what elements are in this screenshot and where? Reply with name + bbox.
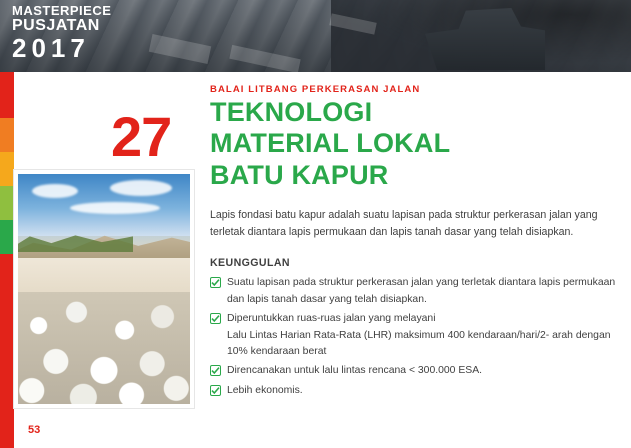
check-icon xyxy=(210,277,221,288)
list-item xyxy=(210,383,618,399)
rail-segment-red xyxy=(0,84,14,118)
cloud-shape xyxy=(32,184,78,198)
rail-segment-amber xyxy=(0,152,14,186)
list-item-label: Diperuntukkan ruas-ruas jalan yang melayani xyxy=(227,313,436,325)
check-icon xyxy=(210,313,221,324)
rail-segment-orange xyxy=(0,118,14,152)
list-item xyxy=(210,275,618,308)
cloud-shape xyxy=(70,202,160,214)
list-item-sublabel: Lalu Lintas Harian Rata-Rata (LHR) maksimum 400 kendaraan/hari/2- arah dengan 10% kendaraan berat xyxy=(227,329,611,357)
slide-number: 27 xyxy=(111,105,172,168)
brand-line-masterpiece: MASTERPIECE xyxy=(12,3,112,18)
page-title-line-2: MATERIAL LOKAL xyxy=(210,128,451,159)
list-item xyxy=(210,363,618,379)
rock-shape xyxy=(149,34,211,64)
page-title-line-3: BATU KAPUR xyxy=(210,159,389,190)
slide-kicker: BALAI LITBANG PERKERASAN JALAN xyxy=(210,84,421,95)
cloud-shape xyxy=(110,180,172,196)
rail-segment-red-top xyxy=(0,72,14,84)
advantages-list xyxy=(210,275,618,399)
brand-year: 2017 xyxy=(12,33,90,63)
brand-block xyxy=(12,4,111,61)
advantages-heading: KEUNGGULAN xyxy=(210,257,290,270)
page-number: 53 xyxy=(28,424,41,436)
check-icon xyxy=(210,385,221,396)
list-item-label: Lebih ekonomis. xyxy=(227,384,303,396)
title-row xyxy=(111,97,618,191)
photo-limestone-rubble xyxy=(18,292,190,404)
limestone-quarry-photo xyxy=(18,174,190,404)
rail-segment-green xyxy=(0,220,14,254)
list-item-label: Direncanakan untuk lalu lintas rencana < 300.000 ESA. xyxy=(227,365,483,377)
list-item-label: Suatu lapisan pada struktur perkerasan jalan yang terletak diantara lapis permukaan dan lapis tanah dasar yang telah disiapkan. xyxy=(227,277,616,305)
side-photo-card xyxy=(14,170,194,408)
page-title-line-1: TEKNOLOGI xyxy=(210,97,373,127)
brand-line-pusjatan: PUSJATAN xyxy=(12,17,100,34)
color-rail xyxy=(0,72,14,448)
rock-shape xyxy=(229,45,300,72)
list-item xyxy=(210,311,618,360)
rail-segment-red-bottom xyxy=(0,254,14,448)
rail-segment-lime xyxy=(0,186,14,220)
description-paragraph: Lapis fondasi batu kapur adalah suatu lapisan pada struktur perkerasan jalan yang terletak diantara lapis permukaan dan lapis tanah dasar yang telah disiapkan. xyxy=(210,208,598,239)
slide-content xyxy=(111,84,618,402)
check-icon xyxy=(210,365,221,376)
page-title xyxy=(210,97,618,191)
